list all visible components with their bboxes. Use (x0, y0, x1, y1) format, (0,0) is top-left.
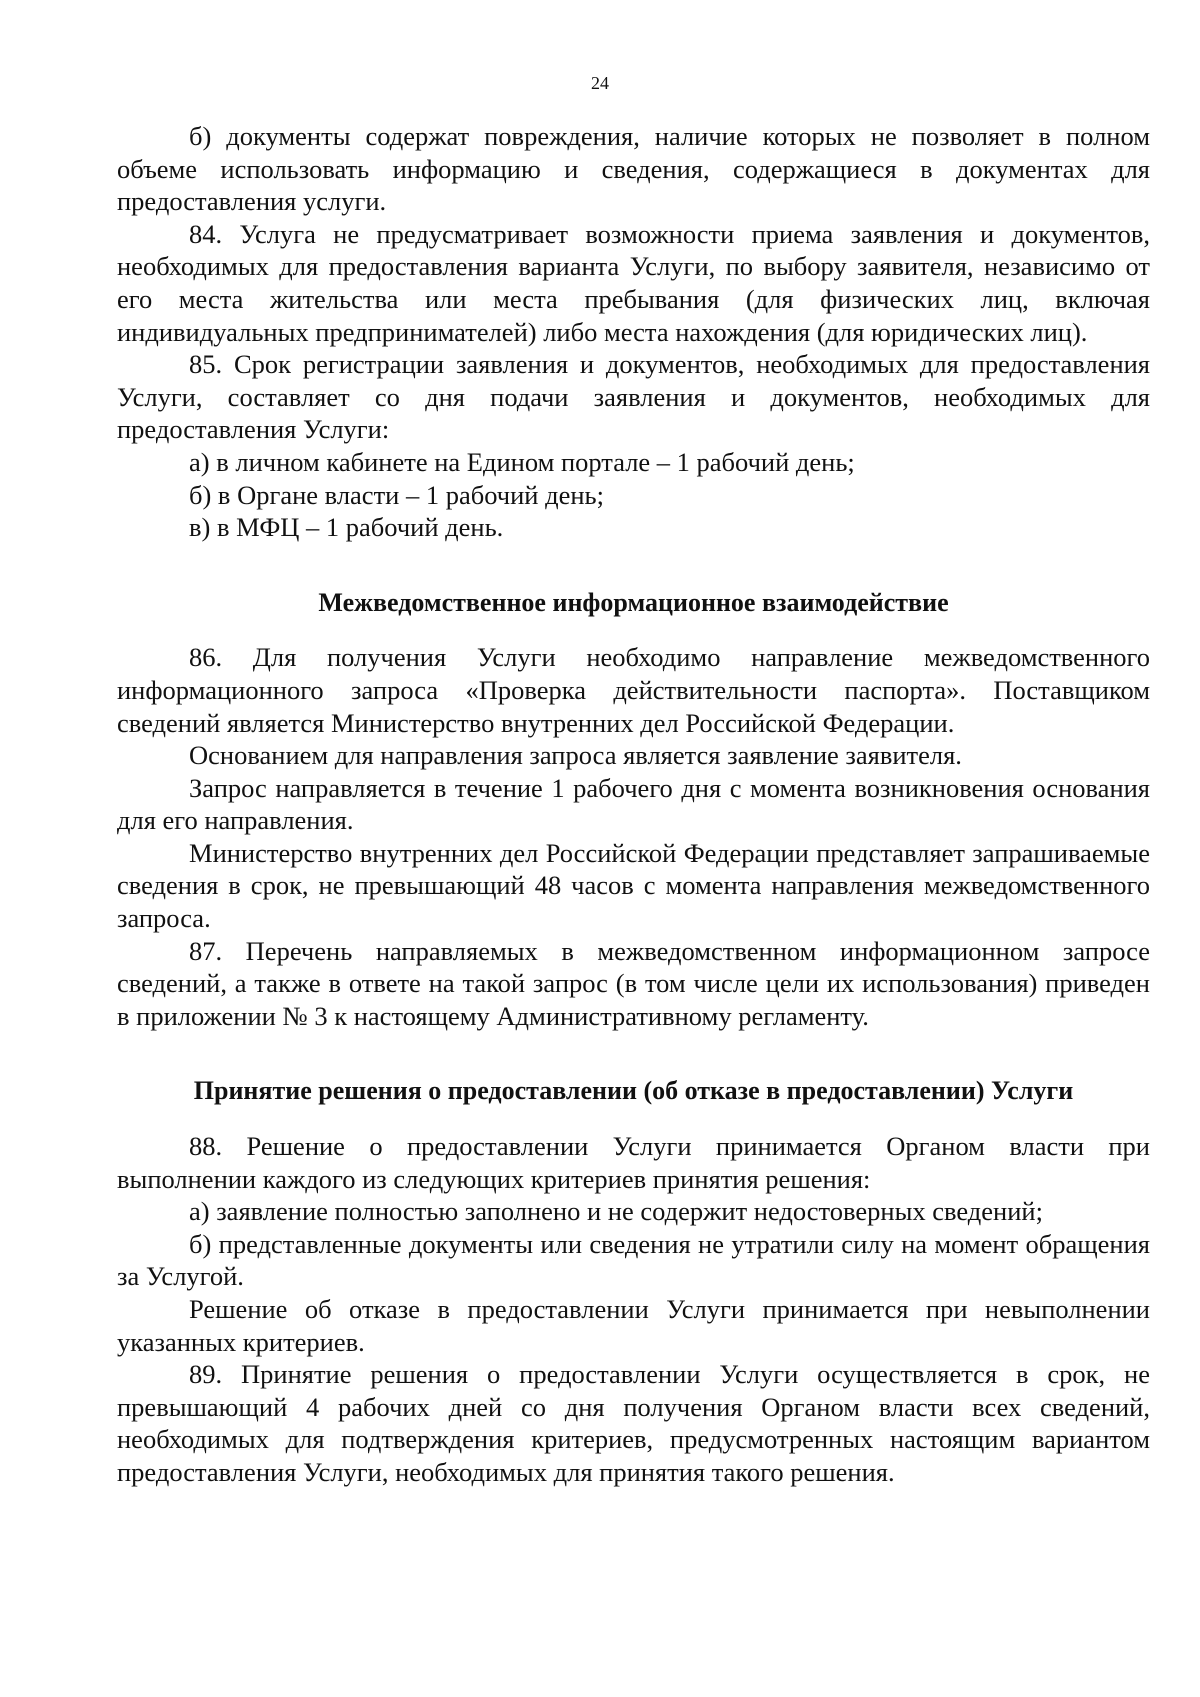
paragraph-86-timing: Запрос направляется в течение 1 рабочего дня с момента возникновения основания для его направления. (117, 772, 1150, 836)
paragraph-b-damaged-documents: б) документы содержат повреждения, наличие которых не позволяет в полном объеме использовать информацию и сведения, содержащиеся в документах для предоставления услуги. (117, 121, 1150, 217)
paragraph-89: 89. Принятие решения о предоставлении Услуги осуществляется в срок, не превышающий 4 рабочих дней со дня получения Органом власти всех сведений, необходимых для подтверждения критериев, предусмотренных настоящим вариантом предоставления Услуги, необходимых для принятия такого решения. (117, 1359, 1150, 1487)
paragraph-88: 88. Решение о предоставлении Услуги принимается Органом власти при выполнении каждого из следующих критериев принятия решения: (117, 1131, 1150, 1194)
document-body (117, 120, 1150, 1489)
section-heading-decision: Принятие решения о предоставлении (об отказе в предоставлении) Услуги (193, 1076, 1074, 1106)
paragraph-86-response: Министерство внутренних дел Российской Федерации представляет запрашиваемые сведения в срок, не превышающий 48 часов с момента направления межведомственного запроса. (117, 837, 1150, 934)
paragraph-88-refusal: Решение об отказе в предоставлении Услуги принимается при невыполнении указанных критериев. (117, 1294, 1150, 1357)
paragraph-88-a: а) заявление полностью заполнено и не содержит недостоверных сведений; (189, 1196, 1043, 1227)
paragraph-84: 84. Услуга не предусматривает возможности приема заявления и документов, необходимых для предоставления варианта Услуги, по выбору заявителя, независимо от его места жительства или места пребывания (для физических лиц, включая индивидуальных предпринимателей) либо места нахождения (для юридических лиц). (117, 218, 1150, 347)
paragraph-86-basis: Основанием для направления запроса является заявление заявителя. (189, 740, 962, 771)
paragraph-88-b: б) представленные документы или сведения не утратили силу на момент обращения за Услугой. (117, 1228, 1150, 1292)
paragraph-87: 87. Перечень направляемых в межведомственном информационном запросе сведений, а также в ответе на такой запрос (в том числе цели их использования) приведен в приложении № 3 к настоящему Административному регламенту. (117, 935, 1150, 1031)
paragraph-86: 86. Для получения Услуги необходимо направление межведомственного информационного запроса «Проверка действительности паспорта». Поставщиком сведений является Министерство внутренних дел Российской Федерации. (117, 642, 1150, 738)
paragraph-85: 85. Срок регистрации заявления и документов, необходимых для предоставления Услуги, составляет со дня подачи заявления и документов, необходимых для предоставления Услуги: (117, 349, 1150, 445)
page-number: 24 (591, 73, 609, 93)
paragraph-85-a: а) в личном кабинете на Едином портале – 1 рабочий день; (189, 446, 855, 477)
paragraph-85-b: б) в Органе власти – 1 рабочий день; (189, 479, 604, 510)
paragraph-85-v: в) в МФЦ – 1 рабочий день. (189, 512, 504, 543)
section-heading-interagency: Межведомственное информационное взаимодействие (318, 587, 949, 617)
